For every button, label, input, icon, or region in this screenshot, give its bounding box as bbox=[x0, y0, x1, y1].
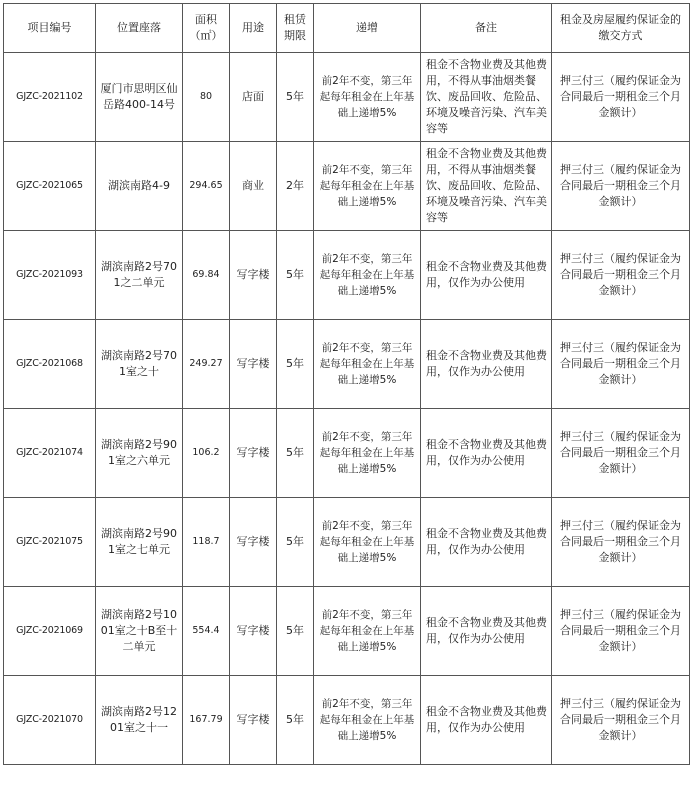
table-row bbox=[4, 231, 690, 320]
cell-location: 湖滨南路2号901室之六单元 bbox=[96, 409, 183, 498]
cell-area: 69.84 bbox=[183, 231, 230, 320]
cell-location: 湖滨南路2号901室之七单元 bbox=[96, 498, 183, 587]
header-term: 租赁期限 bbox=[277, 4, 314, 53]
cell-code: GJZC-2021102 bbox=[4, 53, 96, 142]
cell-increase: 前2年不变，第三年起每年租金在上年基础上递增5% bbox=[314, 676, 421, 765]
cell-term: 5年 bbox=[277, 587, 314, 676]
cell-location: 湖滨南路2号1201室之十一 bbox=[96, 676, 183, 765]
cell-payment: 押三付三（履约保证金为合同最后一期租金三个月金额计） bbox=[552, 142, 690, 231]
cell-term: 5年 bbox=[277, 53, 314, 142]
cell-area: 167.79 bbox=[183, 676, 230, 765]
cell-payment: 押三付三（履约保证金为合同最后一期租金三个月金额计） bbox=[552, 409, 690, 498]
cell-term: 5年 bbox=[277, 231, 314, 320]
table-row bbox=[4, 320, 690, 409]
cell-remarks: 租金不含物业费及其他费用，仅作为办公使用 bbox=[421, 320, 552, 409]
cell-term: 2年 bbox=[277, 142, 314, 231]
cell-area: 294.65 bbox=[183, 142, 230, 231]
cell-use: 写字楼 bbox=[230, 676, 277, 765]
cell-remarks: 租金不含物业费及其他费用，不得从事油烟类餐饮、废品回收、危险品、环境及噪音污染、汽车美容等 bbox=[421, 53, 552, 142]
header-row bbox=[4, 4, 690, 53]
cell-use: 写字楼 bbox=[230, 320, 277, 409]
cell-area: 554.4 bbox=[183, 587, 230, 676]
cell-increase: 前2年不变，第三年起每年租金在上年基础上递增5% bbox=[314, 320, 421, 409]
cell-area: 106.2 bbox=[183, 409, 230, 498]
cell-payment: 押三付三（履约保证金为合同最后一期租金三个月金额计） bbox=[552, 498, 690, 587]
cell-payment: 押三付三（履约保证金为合同最后一期租金三个月金额计） bbox=[552, 320, 690, 409]
cell-location: 湖滨南路2号701室之十 bbox=[96, 320, 183, 409]
table-row bbox=[4, 676, 690, 765]
cell-increase: 前2年不变，第三年起每年租金在上年基础上递增5% bbox=[314, 498, 421, 587]
cell-payment: 押三付三（履约保证金为合同最后一期租金三个月金额计） bbox=[552, 53, 690, 142]
cell-code: GJZC-2021069 bbox=[4, 587, 96, 676]
header-increase: 递增 bbox=[314, 4, 421, 53]
cell-payment: 押三付三（履约保证金为合同最后一期租金三个月金额计） bbox=[552, 231, 690, 320]
cell-area: 118.7 bbox=[183, 498, 230, 587]
cell-term: 5年 bbox=[277, 676, 314, 765]
cell-location: 湖滨南路2号701之二单元 bbox=[96, 231, 183, 320]
header-area: 面积（㎡） bbox=[183, 4, 230, 53]
cell-payment: 押三付三（履约保证金为合同最后一期租金三个月金额计） bbox=[552, 587, 690, 676]
cell-code: GJZC-2021075 bbox=[4, 498, 96, 587]
lease-table bbox=[3, 3, 690, 765]
table-row bbox=[4, 498, 690, 587]
cell-location: 湖滨南路2号1001室之十B至十二单元 bbox=[96, 587, 183, 676]
cell-use: 商业 bbox=[230, 142, 277, 231]
header-location: 位置座落 bbox=[96, 4, 183, 53]
cell-code: GJZC-2021074 bbox=[4, 409, 96, 498]
cell-area: 80 bbox=[183, 53, 230, 142]
cell-remarks: 租金不含物业费及其他费用，仅作为办公使用 bbox=[421, 409, 552, 498]
cell-remarks: 租金不含物业费及其他费用，不得从事油烟类餐饮、废品回收、危险品、环境及噪音污染、汽车美容等 bbox=[421, 142, 552, 231]
header-remarks: 备注 bbox=[421, 4, 552, 53]
table-row bbox=[4, 142, 690, 231]
cell-increase: 前2年不变，第三年起每年租金在上年基础上递增5% bbox=[314, 53, 421, 142]
header-use: 用途 bbox=[230, 4, 277, 53]
cell-payment: 押三付三（履约保证金为合同最后一期租金三个月金额计） bbox=[552, 676, 690, 765]
cell-term: 5年 bbox=[277, 498, 314, 587]
table-row bbox=[4, 53, 690, 142]
cell-remarks: 租金不含物业费及其他费用，仅作为办公使用 bbox=[421, 587, 552, 676]
header-payment: 租金及房屋履约保证金的缴交方式 bbox=[552, 4, 690, 53]
cell-increase: 前2年不变，第三年起每年租金在上年基础上递增5% bbox=[314, 409, 421, 498]
cell-code: GJZC-2021065 bbox=[4, 142, 96, 231]
cell-increase: 前2年不变，第三年起每年租金在上年基础上递增5% bbox=[314, 587, 421, 676]
cell-use: 店面 bbox=[230, 53, 277, 142]
cell-use: 写字楼 bbox=[230, 231, 277, 320]
cell-remarks: 租金不含物业费及其他费用，仅作为办公使用 bbox=[421, 676, 552, 765]
cell-use: 写字楼 bbox=[230, 587, 277, 676]
cell-use: 写字楼 bbox=[230, 409, 277, 498]
cell-location: 湖滨南路4-9 bbox=[96, 142, 183, 231]
cell-use: 写字楼 bbox=[230, 498, 277, 587]
cell-area: 249.27 bbox=[183, 320, 230, 409]
header-code: 项目编号 bbox=[4, 4, 96, 53]
table-row bbox=[4, 587, 690, 676]
cell-code: GJZC-2021070 bbox=[4, 676, 96, 765]
cell-increase: 前2年不变，第三年起每年租金在上年基础上递增5% bbox=[314, 142, 421, 231]
cell-term: 5年 bbox=[277, 409, 314, 498]
cell-term: 5年 bbox=[277, 320, 314, 409]
cell-increase: 前2年不变，第三年起每年租金在上年基础上递增5% bbox=[314, 231, 421, 320]
cell-location: 厦门市思明区仙岳路400-14号 bbox=[96, 53, 183, 142]
cell-code: GJZC-2021093 bbox=[4, 231, 96, 320]
cell-remarks: 租金不含物业费及其他费用，仅作为办公使用 bbox=[421, 231, 552, 320]
cell-remarks: 租金不含物业费及其他费用，仅作为办公使用 bbox=[421, 498, 552, 587]
table-row bbox=[4, 409, 690, 498]
cell-code: GJZC-2021068 bbox=[4, 320, 96, 409]
